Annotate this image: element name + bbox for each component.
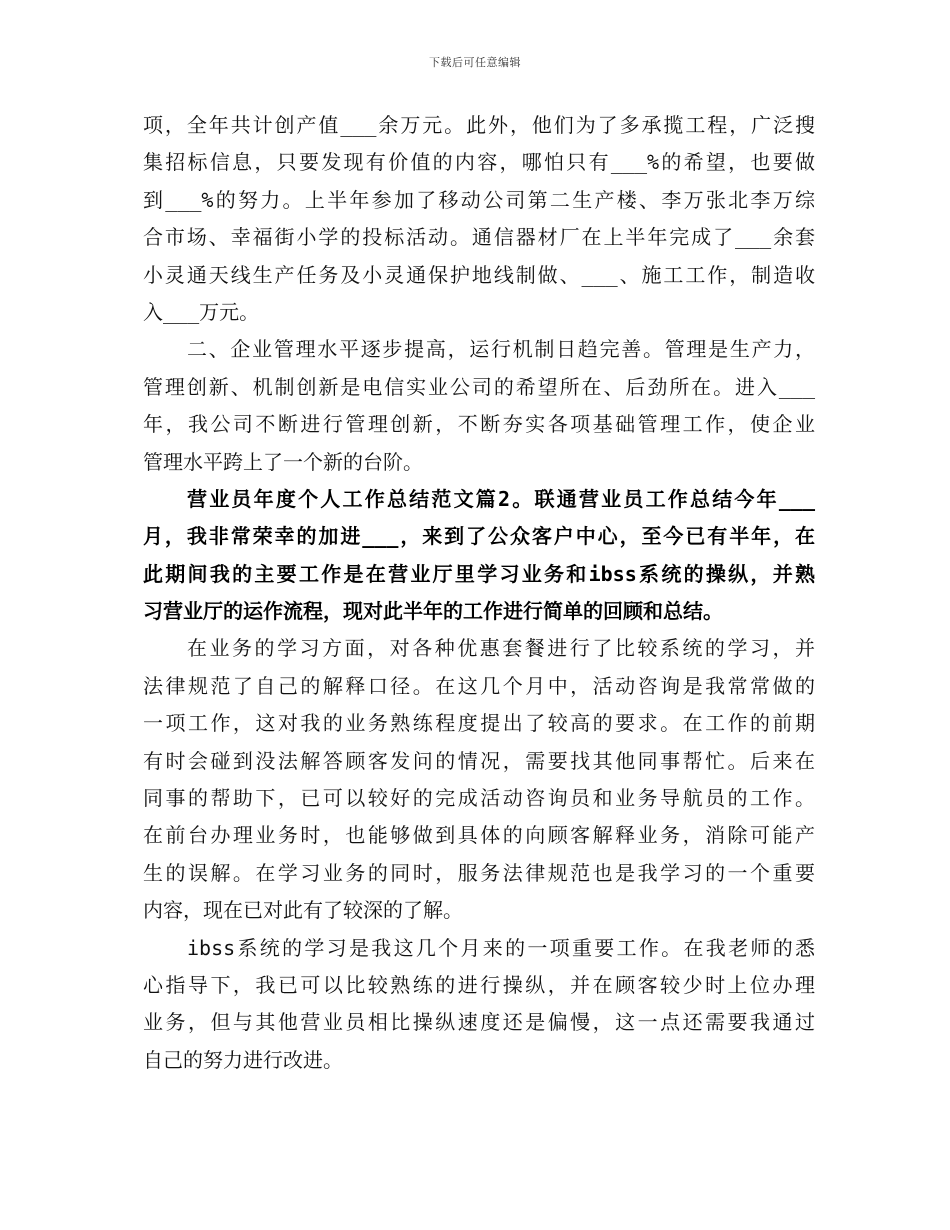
text-line: 法律规范了自己的解释口径。在这几个月中，活动咨询是我常常做的 [143, 673, 815, 698]
paragraph-3-heading [143, 481, 815, 631]
text-line: 在业务的学习方面，对各种优惠套餐进行了比较系统的学习，并 [187, 636, 815, 661]
text-line: 生的误解。在学习业务的同时，服务法律规范也是我学习的一个重要 [143, 860, 815, 885]
text-line: 此期间我的主要工作是在营业厅里学习业务和ibss系统的操纵，并熟 [143, 561, 815, 586]
text-line: 二、企业管理水平逐步提高，运行机制日趋完善。管理是生产力， [187, 337, 815, 362]
text-line: 管理水平跨上了一个新的台阶。 [143, 449, 423, 474]
text-line: 小灵通天线生产任务及小灵通保护地线制做、___、施工工作，制造收 [143, 262, 815, 287]
document-body [143, 107, 815, 1079]
text-line: 有时会碰到没法解答顾客发问的情况，需要找其他同事帮忙。后来在 [143, 748, 815, 773]
text-line: 合市场、幸福街小学的投标活动。通信器材厂在上半年完成了___余套 [143, 225, 815, 250]
text-line: 同事的帮助下，已可以较好的完成活动咨询员和业务导航员的工作。 [143, 786, 815, 811]
text-line: 入___万元。 [143, 299, 260, 324]
text-line: 到___%的努力。上半年参加了移动公司第二生产楼、李万张北李万综 [143, 187, 815, 212]
page-header: 下载后可任意编辑 [429, 56, 521, 69]
paragraph-5 [143, 930, 815, 1080]
paragraph-2 [143, 331, 815, 481]
text-line: 集招标信息，只要发现有价值的内容，哪怕只有___%的希望，也要做 [143, 150, 815, 175]
paragraph-4 [143, 630, 815, 929]
text-line: 心指导下，我已可以比较熟练的进行操纵，并在顾客较少时上位办理 [143, 972, 815, 997]
text-line: 业务，但与其他营业员相比操纵速度还是偏慢，这一点还需要我通过 [143, 1010, 815, 1035]
text-line: 一项工作，这对我的业务熟练程度提出了较高的要求。在工作的前期 [143, 711, 815, 736]
text-line: 在前台办理业务时，也能够做到具体的向顾客解释业务，消除可能产 [143, 823, 815, 848]
text-line: 项，全年共计创产值___余万元。此外，他们为了多承揽工程，广泛搜 [143, 113, 815, 137]
text-line: 内容，现在已对此有了较深的了解。 [143, 898, 463, 923]
text-line: 月，我非常荣幸的加进___，来到了公众客户中心，至今已有半年，在 [143, 524, 815, 549]
text-line: 习营业厅的运作流程，现对此半年的工作进行简单的回顾和总结。 [143, 599, 723, 624]
text-line: 自己的努力进行改进。 [143, 1047, 343, 1072]
text-line: ibss系统的学习是我这几个月来的一项重要工作。在我老师的悉 [187, 935, 815, 960]
text-line: 管理创新、机制创新是电信实业公司的希望所在、后劲所在。进入___ [143, 374, 815, 399]
text-line: 营业员年度个人工作总结范文篇2。联通营业员工作总结今年___ [187, 486, 815, 511]
paragraph-1 [143, 107, 815, 331]
text-line: 年，我公司不断进行管理创新，不断夯实各项基础管理工作，使企业 [143, 412, 815, 437]
